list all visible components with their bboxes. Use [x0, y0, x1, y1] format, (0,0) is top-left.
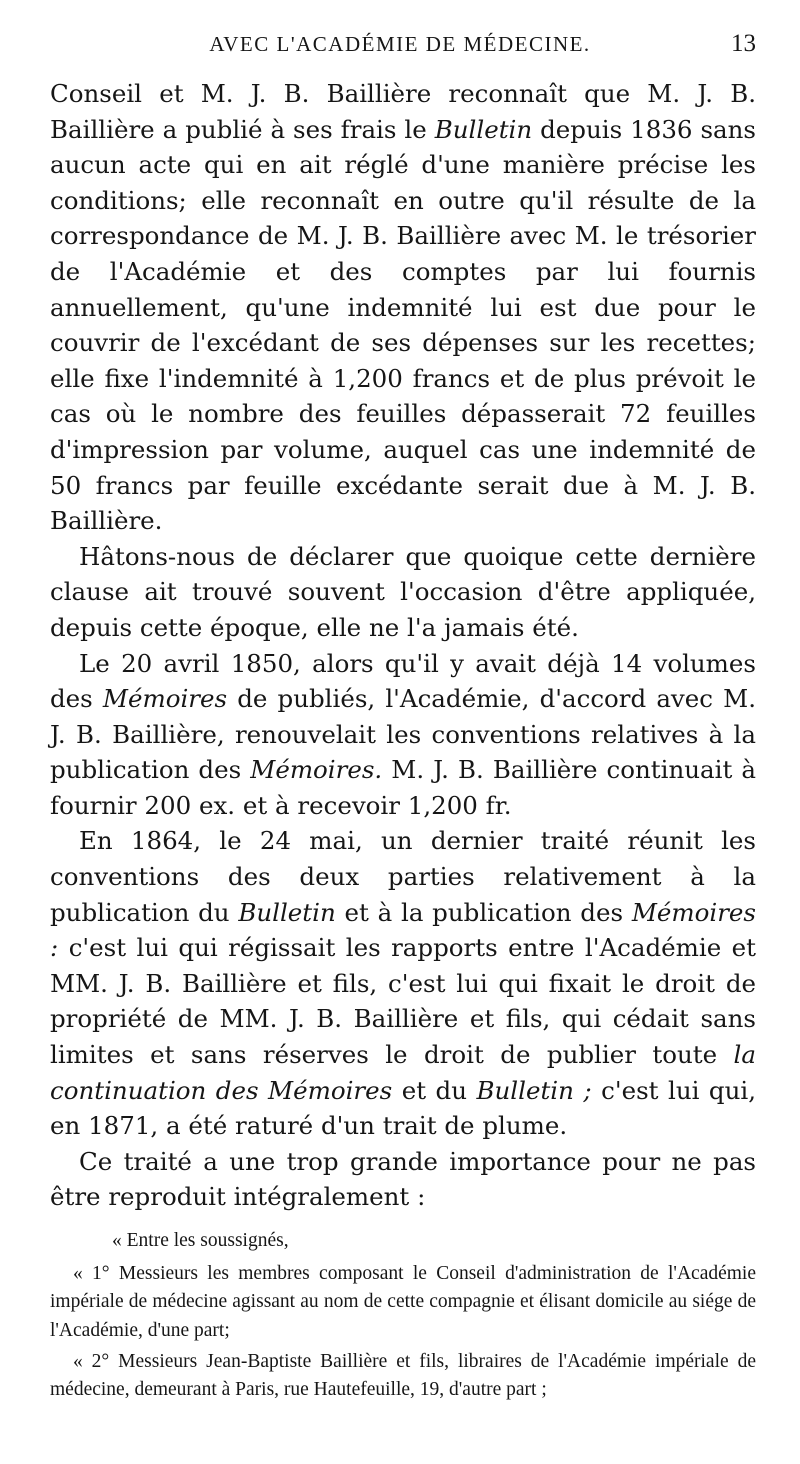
paragraph-5: Ce traité a une trop grande importance pour ne pas être reproduit intégralement : — [50, 1146, 756, 1212]
paragraph-4-text-3: c'est lui qui régissait les rapports entre l'Académie et MM. J. B. Baillière et fils, c'est lui qui fixait le droit de propriété de MM. J. B. Baillière et fils, qui cédait sans limites et sans réserves le droit de publier toute — [50, 933, 756, 1070]
page-number: 13 — [731, 30, 756, 57]
italic-memoires: Mémoires — [102, 684, 228, 714]
paragraph-4-text-2: et à la publication des — [335, 897, 632, 927]
paragraph-3-text-end: M. J. B. Baillière continuait à fournir 200 ex. et à recevoir 1,200 fr. — [50, 755, 756, 820]
quote-paragraph-2: « 2° Messieurs Jean-Baptiste Baillière et fils, libraires de l'Académie impériale de médecine, demeurant à Paris, rue Hautefeuille, 19, d'autre part ; — [50, 1350, 756, 1401]
page-header — [0, 28, 800, 62]
paragraph-4-text-4: et du — [392, 1075, 477, 1105]
paragraph-3-text-cont: de publiés, l'Académie, d'accord avec M. J. B. Baillière, renouvelait les conventions relatives à la publication des — [50, 684, 756, 785]
main-text — [50, 76, 756, 1215]
paragraph-3-text: Le 20 avril 1850, alors qu'il y avait déjà 14 volumes des — [50, 648, 756, 714]
treaty-quote — [50, 1227, 756, 1407]
italic-bulletin-2: Bulletin — [238, 897, 336, 927]
italic-memoires-2: Mémoires. — [250, 755, 383, 785]
paragraph-3 — [50, 646, 756, 824]
paragraph-4-text-5: c'est lui qui, en 1871, a été raturé d'un trait de plume. — [50, 1075, 756, 1141]
quote-paragraph-1: « 1° Messieurs les membres composant le Conseil d'administration de l'Académie impériale de médecine agissant au nom de cette compagnie et élisant domicile au siége de l'Académie, d'une part; — [50, 1263, 756, 1341]
italic-bulletin: Bulletin — [434, 114, 533, 144]
running-title: AVEC L'ACADÉMIE DE MÉDECINE. — [209, 32, 591, 56]
paragraph-4-text: En 1864, le 24 mai, un dernier traité réunit les conventions des deux parties relativement à la publication du — [50, 826, 756, 927]
paragraph-1 — [50, 76, 756, 539]
italic-memoires-3: Mémoires : — [50, 897, 756, 963]
quote-line-1: « Entre les soussignés, — [112, 1230, 289, 1251]
paragraph-2: Hâtons-nous de déclarer que quoique cette dernière clause ait trouvé souvent l'occasion d'être appliquée, depuis cette époque, elle ne l'a jamais été. — [50, 541, 756, 642]
italic-continuation: la continuation des Mémoires — [50, 1040, 756, 1105]
italic-bulletin-3: Bulletin ; — [476, 1075, 592, 1105]
paragraph-1-text: Conseil et M. J. B. Baillière reconnaît que M. J. B. Baillière a publié à ses frais le — [50, 79, 756, 144]
paragraph-1-text-cont: depuis 1836 sans aucun acte qui en ait réglé d'une manière précise les conditions; elle reconnaît en outre qu'il résulte de la correspondance de M. J. B. Baillière avec M. le trésorier de l'Académie et des comptes par lui fournis annuellement, qu'une indemnité lui est due pour le couvrir de l'excédant de ses dépenses sur les recettes; elle fixe l'indemnité à 1,200 francs et de plus prévoit le cas où le nombre des feuilles dépasserait 72 feuilles d'impression par volume, auquel cas une indemnité de 50 francs par feuille excédante serait due à M. J. B. Baillière. — [50, 114, 756, 536]
paragraph-4 — [50, 823, 756, 1143]
